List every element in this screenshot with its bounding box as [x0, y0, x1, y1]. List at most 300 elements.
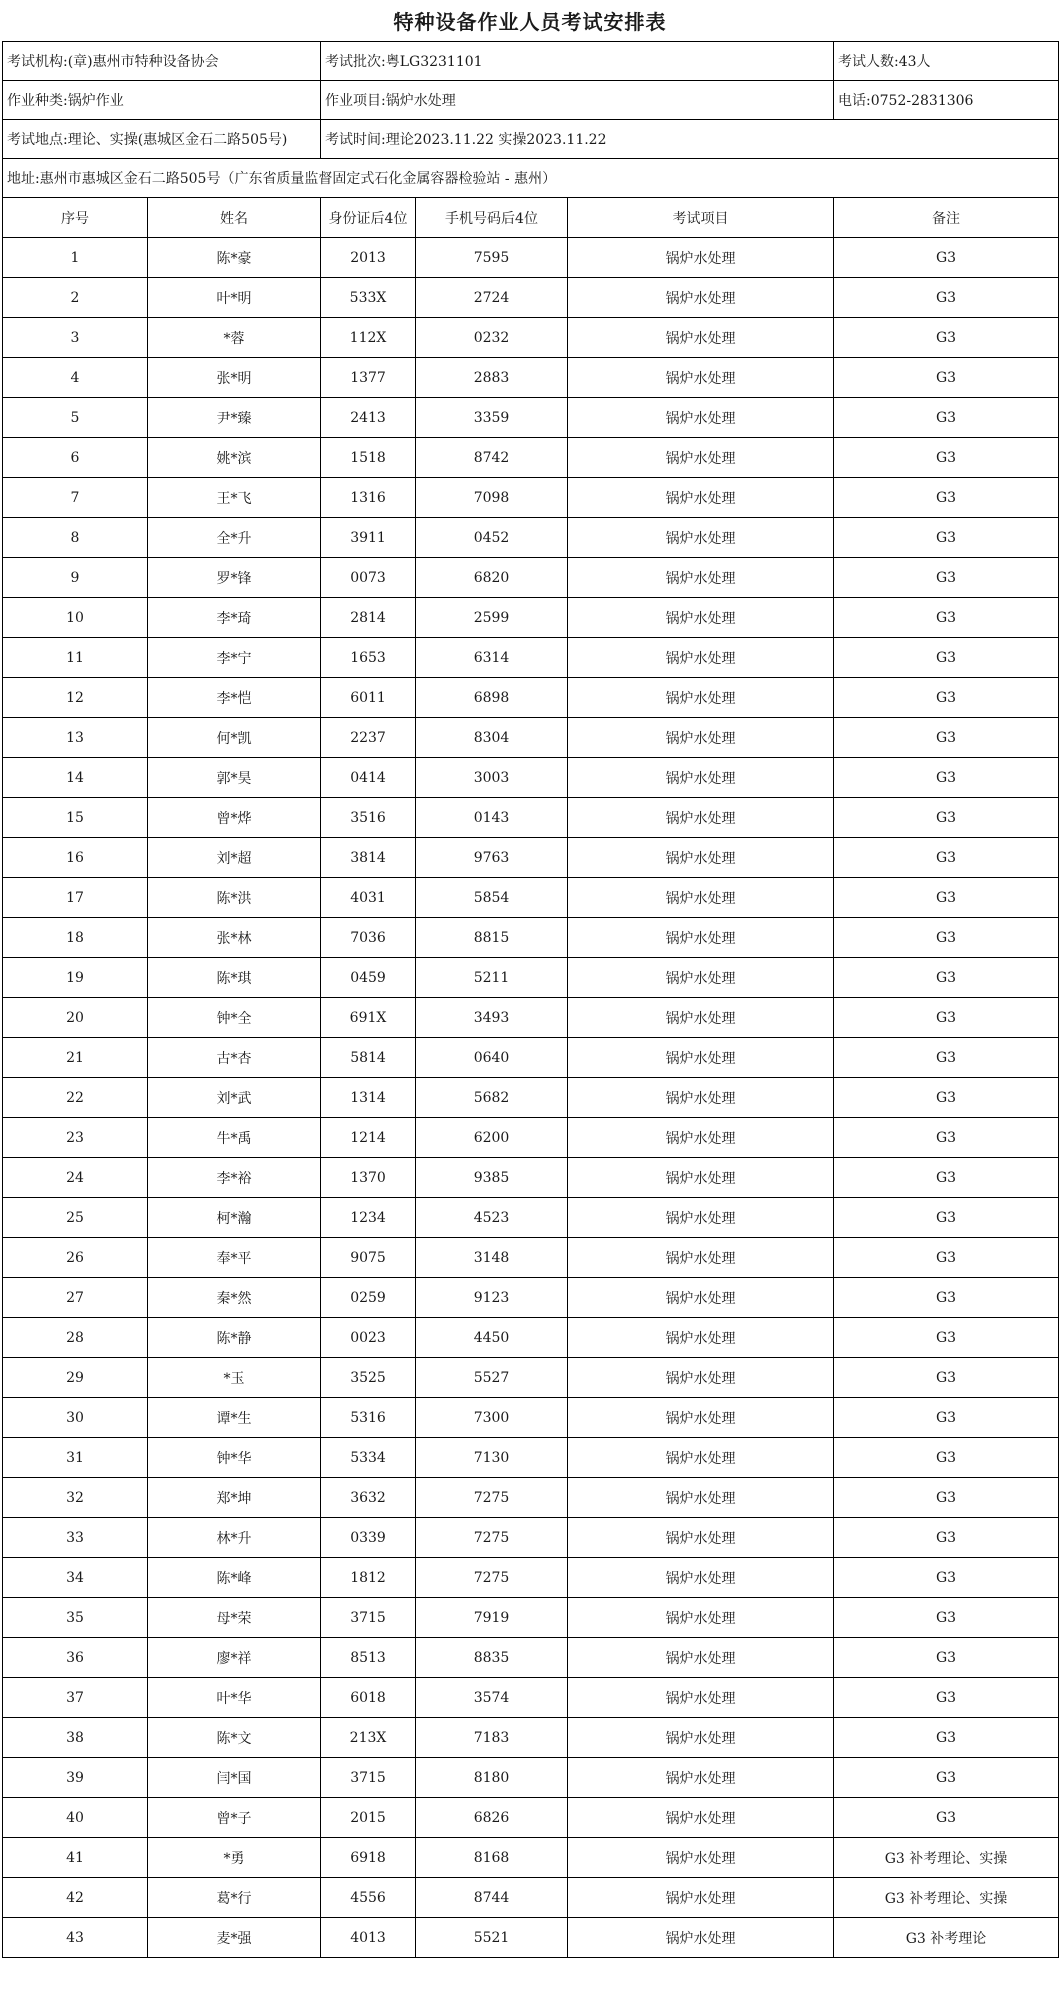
- row-name: 陈*静: [148, 1318, 321, 1358]
- row-id-last4: 2413: [321, 398, 416, 438]
- row-name: 秦*然: [148, 1278, 321, 1318]
- row-index: 29: [3, 1358, 148, 1398]
- row-remark: G3 补考理论、实操: [834, 1878, 1059, 1918]
- table-row: [3, 1038, 1059, 1078]
- row-index: 42: [3, 1878, 148, 1918]
- row-index: 9: [3, 558, 148, 598]
- row-phone-last4: 5211: [416, 958, 568, 998]
- row-name: 陈*洪: [148, 878, 321, 918]
- row-name: 尹*臻: [148, 398, 321, 438]
- row-phone-last4: 7275: [416, 1558, 568, 1598]
- row-remark: G3: [834, 1398, 1059, 1438]
- row-remark: G3: [834, 598, 1059, 638]
- row-subject: 锅炉水处理: [568, 1798, 834, 1838]
- row-id-last4: 9075: [321, 1238, 416, 1278]
- row-index: 25: [3, 1198, 148, 1238]
- row-remark: G3 补考理论: [834, 1918, 1059, 1958]
- table-row: [3, 1238, 1059, 1278]
- row-id-last4: 533X: [321, 278, 416, 318]
- row-subject: 锅炉水处理: [568, 1438, 834, 1478]
- row-subject: 锅炉水处理: [568, 958, 834, 998]
- row-remark: G3: [834, 1238, 1059, 1278]
- row-subject: 锅炉水处理: [568, 1118, 834, 1158]
- row-name: 闫*国: [148, 1758, 321, 1798]
- row-subject: 锅炉水处理: [568, 878, 834, 918]
- table-row: [3, 238, 1059, 278]
- row-name: 曾*子: [148, 1798, 321, 1838]
- row-id-last4: 0414: [321, 758, 416, 798]
- row-name: 古*杏: [148, 1038, 321, 1078]
- row-subject: 锅炉水处理: [568, 1638, 834, 1678]
- row-id-last4: 5334: [321, 1438, 416, 1478]
- exam-batch: 考试批次:粤LG3231101: [321, 42, 834, 81]
- col-header-phone: 手机号码后4位: [416, 198, 568, 238]
- row-phone-last4: 4450: [416, 1318, 568, 1358]
- row-phone-last4: 7183: [416, 1718, 568, 1758]
- row-name: 柯*瀚: [148, 1198, 321, 1238]
- row-remark: G3: [834, 1598, 1059, 1638]
- exam-location: 考试地点:理论、实操(惠城区金石二路505号): [3, 120, 321, 159]
- table-row: [3, 1278, 1059, 1318]
- row-id-last4: 3715: [321, 1598, 416, 1638]
- row-id-last4: 691X: [321, 998, 416, 1038]
- row-remark: G3: [834, 478, 1059, 518]
- table-row: [3, 1478, 1059, 1518]
- table-row: [3, 1718, 1059, 1758]
- row-subject: 锅炉水处理: [568, 1278, 834, 1318]
- row-phone-last4: 7300: [416, 1398, 568, 1438]
- row-subject: 锅炉水处理: [568, 1078, 834, 1118]
- row-name: 母*荣: [148, 1598, 321, 1638]
- row-subject: 锅炉水处理: [568, 758, 834, 798]
- row-index: 40: [3, 1798, 148, 1838]
- table-row: [3, 358, 1059, 398]
- row-id-last4: 3632: [321, 1478, 416, 1518]
- row-name: 郭*昊: [148, 758, 321, 798]
- table-row: [3, 1198, 1059, 1238]
- row-phone-last4: 7275: [416, 1518, 568, 1558]
- row-name: 叶*华: [148, 1678, 321, 1718]
- row-name: *勇: [148, 1838, 321, 1878]
- row-name: 刘*超: [148, 838, 321, 878]
- row-name: 叶*明: [148, 278, 321, 318]
- row-index: 26: [3, 1238, 148, 1278]
- row-id-last4: 213X: [321, 1718, 416, 1758]
- row-id-last4: 112X: [321, 318, 416, 358]
- row-subject: 锅炉水处理: [568, 1838, 834, 1878]
- row-index: 5: [3, 398, 148, 438]
- row-subject: 锅炉水处理: [568, 1598, 834, 1638]
- row-phone-last4: 9385: [416, 1158, 568, 1198]
- row-index: 17: [3, 878, 148, 918]
- row-remark: G3: [834, 1478, 1059, 1518]
- table-row: [3, 598, 1059, 638]
- table-row: [3, 1878, 1059, 1918]
- table-row: [3, 518, 1059, 558]
- row-name: 奉*平: [148, 1238, 321, 1278]
- table-row: [3, 1758, 1059, 1798]
- row-subject: 锅炉水处理: [568, 518, 834, 558]
- row-remark: G3: [834, 278, 1059, 318]
- row-subject: 锅炉水处理: [568, 798, 834, 838]
- row-remark: G3: [834, 1358, 1059, 1398]
- row-id-last4: 4031: [321, 878, 416, 918]
- row-remark: G3: [834, 1038, 1059, 1078]
- row-name: 钟*华: [148, 1438, 321, 1478]
- row-subject: 锅炉水处理: [568, 1878, 834, 1918]
- table-header: [3, 198, 1059, 238]
- row-remark: G3: [834, 958, 1059, 998]
- row-name: 葛*行: [148, 1878, 321, 1918]
- row-remark: G3: [834, 1518, 1059, 1558]
- info-row-3: [3, 120, 1059, 159]
- row-id-last4: 2013: [321, 238, 416, 278]
- row-remark: G3: [834, 838, 1059, 878]
- row-id-last4: 0023: [321, 1318, 416, 1358]
- row-subject: 锅炉水处理: [568, 998, 834, 1038]
- row-remark: G3: [834, 998, 1059, 1038]
- row-phone-last4: 6200: [416, 1118, 568, 1158]
- table-row: [3, 398, 1059, 438]
- row-phone-last4: 8742: [416, 438, 568, 478]
- row-remark: G3: [834, 718, 1059, 758]
- row-phone-last4: 5682: [416, 1078, 568, 1118]
- table-row: [3, 878, 1059, 918]
- row-name: *蓉: [148, 318, 321, 358]
- row-id-last4: 2814: [321, 598, 416, 638]
- row-subject: 锅炉水处理: [568, 1518, 834, 1558]
- work-project: 作业项目:锅炉水处理: [321, 81, 834, 120]
- table-row: [3, 718, 1059, 758]
- row-phone-last4: 7130: [416, 1438, 568, 1478]
- row-subject: 锅炉水处理: [568, 1758, 834, 1798]
- table-row: [3, 1838, 1059, 1878]
- row-subject: 锅炉水处理: [568, 1558, 834, 1598]
- table-row: [3, 558, 1059, 598]
- row-name: 牛*禹: [148, 1118, 321, 1158]
- row-name: 陈*豪: [148, 238, 321, 278]
- exam-time: 考试时间:理论2023.11.22 实操2023.11.22: [321, 120, 1059, 159]
- row-phone-last4: 6820: [416, 558, 568, 598]
- row-phone-last4: 3493: [416, 998, 568, 1038]
- row-name: 姚*滨: [148, 438, 321, 478]
- row-id-last4: 0259: [321, 1278, 416, 1318]
- table-row: [3, 918, 1059, 958]
- row-index: 34: [3, 1558, 148, 1598]
- row-remark: G3: [834, 318, 1059, 358]
- row-subject: 锅炉水处理: [568, 1318, 834, 1358]
- table-row: [3, 998, 1059, 1038]
- row-name: 廖*祥: [148, 1638, 321, 1678]
- row-id-last4: 1214: [321, 1118, 416, 1158]
- row-index: 41: [3, 1838, 148, 1878]
- table-row: [3, 1118, 1059, 1158]
- row-subject: 锅炉水处理: [568, 238, 834, 278]
- row-index: 1: [3, 238, 148, 278]
- row-index: 22: [3, 1078, 148, 1118]
- row-id-last4: 1234: [321, 1198, 416, 1238]
- exam-table-body: [3, 42, 1059, 1958]
- row-id-last4: 3814: [321, 838, 416, 878]
- row-name: 钟*全: [148, 998, 321, 1038]
- row-id-last4: 2015: [321, 1798, 416, 1838]
- row-index: 38: [3, 1718, 148, 1758]
- row-remark: G3: [834, 1718, 1059, 1758]
- row-index: 43: [3, 1918, 148, 1958]
- row-name: 曾*烨: [148, 798, 321, 838]
- row-index: 24: [3, 1158, 148, 1198]
- info-row-1: [3, 42, 1059, 81]
- table-row: [3, 278, 1059, 318]
- row-phone-last4: 5521: [416, 1918, 568, 1958]
- exam-table: [2, 41, 1059, 1958]
- row-subject: 锅炉水处理: [568, 678, 834, 718]
- row-phone-last4: 5854: [416, 878, 568, 918]
- row-remark: G3: [834, 1798, 1059, 1838]
- row-phone-last4: 0452: [416, 518, 568, 558]
- table-row: [3, 758, 1059, 798]
- row-remark: G3: [834, 238, 1059, 278]
- row-index: 39: [3, 1758, 148, 1798]
- row-name: 陈*琪: [148, 958, 321, 998]
- table-row: [3, 1918, 1059, 1958]
- row-index: 27: [3, 1278, 148, 1318]
- row-id-last4: 5814: [321, 1038, 416, 1078]
- row-index: 37: [3, 1678, 148, 1718]
- row-phone-last4: 0143: [416, 798, 568, 838]
- row-remark: G3: [834, 1118, 1059, 1158]
- row-phone-last4: 2599: [416, 598, 568, 638]
- row-phone-last4: 9123: [416, 1278, 568, 1318]
- row-phone-last4: 5527: [416, 1358, 568, 1398]
- row-phone-last4: 0232: [416, 318, 568, 358]
- row-index: 21: [3, 1038, 148, 1078]
- row-remark: G3: [834, 918, 1059, 958]
- row-remark: G3: [834, 758, 1059, 798]
- row-id-last4: 8513: [321, 1638, 416, 1678]
- row-name: 林*升: [148, 1518, 321, 1558]
- col-header-remark: 备注: [834, 198, 1059, 238]
- info-row-2: [3, 81, 1059, 120]
- row-name: *玉: [148, 1358, 321, 1398]
- row-id-last4: 3525: [321, 1358, 416, 1398]
- table-row: [3, 838, 1059, 878]
- row-subject: 锅炉水处理: [568, 1478, 834, 1518]
- col-header-name: 姓名: [148, 198, 321, 238]
- row-id-last4: 0459: [321, 958, 416, 998]
- table-row: [3, 438, 1059, 478]
- row-id-last4: 3516: [321, 798, 416, 838]
- exam-count: 考试人数:43人: [834, 42, 1059, 81]
- table-row: [3, 318, 1059, 358]
- row-index: 6: [3, 438, 148, 478]
- row-subject: 锅炉水处理: [568, 398, 834, 438]
- row-phone-last4: 8835: [416, 1638, 568, 1678]
- row-id-last4: 6018: [321, 1678, 416, 1718]
- col-header-subject: 考试项目: [568, 198, 834, 238]
- table-row: [3, 1078, 1059, 1118]
- row-phone-last4: 7919: [416, 1598, 568, 1638]
- row-phone-last4: 2883: [416, 358, 568, 398]
- row-subject: 锅炉水处理: [568, 278, 834, 318]
- row-name: 李*裕: [148, 1158, 321, 1198]
- row-id-last4: 3911: [321, 518, 416, 558]
- row-name: 何*凯: [148, 718, 321, 758]
- row-name: 罗*锋: [148, 558, 321, 598]
- row-subject: 锅炉水处理: [568, 718, 834, 758]
- row-subject: 锅炉水处理: [568, 1398, 834, 1438]
- row-name: 陈*峰: [148, 1558, 321, 1598]
- table-row: [3, 958, 1059, 998]
- row-phone-last4: 8815: [416, 918, 568, 958]
- row-id-last4: 1518: [321, 438, 416, 478]
- row-id-last4: 0073: [321, 558, 416, 598]
- row-subject: 锅炉水处理: [568, 1918, 834, 1958]
- page-title: 特种设备作业人员考试安排表: [393, 10, 667, 34]
- row-id-last4: 6011: [321, 678, 416, 718]
- row-name: 全*升: [148, 518, 321, 558]
- row-remark: G3: [834, 518, 1059, 558]
- info-row-4: [3, 159, 1059, 198]
- row-id-last4: 4013: [321, 1918, 416, 1958]
- row-phone-last4: 2724: [416, 278, 568, 318]
- row-index: 15: [3, 798, 148, 838]
- row-subject: 锅炉水处理: [568, 1198, 834, 1238]
- row-subject: 锅炉水处理: [568, 918, 834, 958]
- table-row: [3, 1158, 1059, 1198]
- row-id-last4: 1314: [321, 1078, 416, 1118]
- row-remark: G3: [834, 1278, 1059, 1318]
- row-name: 李*恺: [148, 678, 321, 718]
- table-row: [3, 1598, 1059, 1638]
- row-phone-last4: 9763: [416, 838, 568, 878]
- row-index: 33: [3, 1518, 148, 1558]
- row-remark: G3: [834, 1318, 1059, 1358]
- row-phone-last4: 7595: [416, 238, 568, 278]
- row-name: 郑*坤: [148, 1478, 321, 1518]
- table-row: [3, 1558, 1059, 1598]
- row-phone-last4: 7275: [416, 1478, 568, 1518]
- table-row: [3, 1438, 1059, 1478]
- col-header-index: 序号: [3, 198, 148, 238]
- row-subject: 锅炉水处理: [568, 1038, 834, 1078]
- row-index: 13: [3, 718, 148, 758]
- row-index: 30: [3, 1398, 148, 1438]
- row-subject: 锅炉水处理: [568, 838, 834, 878]
- row-remark: G3: [834, 1158, 1059, 1198]
- row-phone-last4: 3574: [416, 1678, 568, 1718]
- row-subject: 锅炉水处理: [568, 1718, 834, 1758]
- row-remark: G3: [834, 678, 1059, 718]
- row-subject: 锅炉水处理: [568, 478, 834, 518]
- row-remark: G3: [834, 798, 1059, 838]
- row-subject: 锅炉水处理: [568, 1158, 834, 1198]
- row-index: 19: [3, 958, 148, 998]
- row-remark: G3: [834, 1198, 1059, 1238]
- row-id-last4: 1370: [321, 1158, 416, 1198]
- contact-phone: 电话:0752-2831306: [834, 81, 1059, 120]
- row-name: 陈*文: [148, 1718, 321, 1758]
- row-index: 31: [3, 1438, 148, 1478]
- row-subject: 锅炉水处理: [568, 1238, 834, 1278]
- row-phone-last4: 7098: [416, 478, 568, 518]
- row-id-last4: 2237: [321, 718, 416, 758]
- row-remark: G3: [834, 1758, 1059, 1798]
- row-remark: G3: [834, 398, 1059, 438]
- row-index: 11: [3, 638, 148, 678]
- row-subject: 锅炉水处理: [568, 558, 834, 598]
- row-phone-last4: 6826: [416, 1798, 568, 1838]
- table-row: [3, 1518, 1059, 1558]
- row-index: 20: [3, 998, 148, 1038]
- row-subject: 锅炉水处理: [568, 598, 834, 638]
- exam-org: 考试机构:(章)惠州市特种设备协会: [3, 42, 321, 81]
- table-row: [3, 1318, 1059, 1358]
- row-index: 12: [3, 678, 148, 718]
- row-id-last4: 4556: [321, 1878, 416, 1918]
- row-name: 麦*强: [148, 1918, 321, 1958]
- row-index: 7: [3, 478, 148, 518]
- table-row: [3, 678, 1059, 718]
- row-name: 李*宁: [148, 638, 321, 678]
- row-remark: G3 补考理论、实操: [834, 1838, 1059, 1878]
- row-id-last4: 7036: [321, 918, 416, 958]
- row-name: 李*琦: [148, 598, 321, 638]
- row-subject: 锅炉水处理: [568, 638, 834, 678]
- row-subject: 锅炉水处理: [568, 358, 834, 398]
- row-phone-last4: 0640: [416, 1038, 568, 1078]
- row-index: 23: [3, 1118, 148, 1158]
- row-remark: G3: [834, 1638, 1059, 1678]
- row-index: 10: [3, 598, 148, 638]
- row-id-last4: 1377: [321, 358, 416, 398]
- row-index: 16: [3, 838, 148, 878]
- row-phone-last4: 3003: [416, 758, 568, 798]
- row-index: 32: [3, 1478, 148, 1518]
- row-index: 36: [3, 1638, 148, 1678]
- row-id-last4: 5316: [321, 1398, 416, 1438]
- row-remark: G3: [834, 358, 1059, 398]
- row-subject: 锅炉水处理: [568, 1678, 834, 1718]
- row-remark: G3: [834, 1678, 1059, 1718]
- exam-address: 地址:惠州市惠城区金石二路505号（广东省质量监督固定式石化金属容器检验站 - 惠州）: [3, 159, 1059, 198]
- row-subject: 锅炉水处理: [568, 438, 834, 478]
- row-phone-last4: 4523: [416, 1198, 568, 1238]
- table-row: [3, 1798, 1059, 1838]
- row-name: 刘*武: [148, 1078, 321, 1118]
- row-id-last4: 3715: [321, 1758, 416, 1798]
- row-subject: 锅炉水处理: [568, 318, 834, 358]
- table-row: [3, 1398, 1059, 1438]
- row-index: 4: [3, 358, 148, 398]
- row-name: 王*飞: [148, 478, 321, 518]
- table-row: [3, 1678, 1059, 1718]
- table-row: [3, 1638, 1059, 1678]
- row-phone-last4: 6314: [416, 638, 568, 678]
- row-remark: G3: [834, 1438, 1059, 1478]
- row-remark: G3: [834, 1078, 1059, 1118]
- row-id-last4: 6918: [321, 1838, 416, 1878]
- row-index: 8: [3, 518, 148, 558]
- row-phone-last4: 6898: [416, 678, 568, 718]
- row-subject: 锅炉水处理: [568, 1358, 834, 1398]
- row-name: 张*明: [148, 358, 321, 398]
- row-remark: G3: [834, 638, 1059, 678]
- row-remark: G3: [834, 1558, 1059, 1598]
- row-index: 2: [3, 278, 148, 318]
- row-id-last4: 1653: [321, 638, 416, 678]
- table-row: [3, 1358, 1059, 1398]
